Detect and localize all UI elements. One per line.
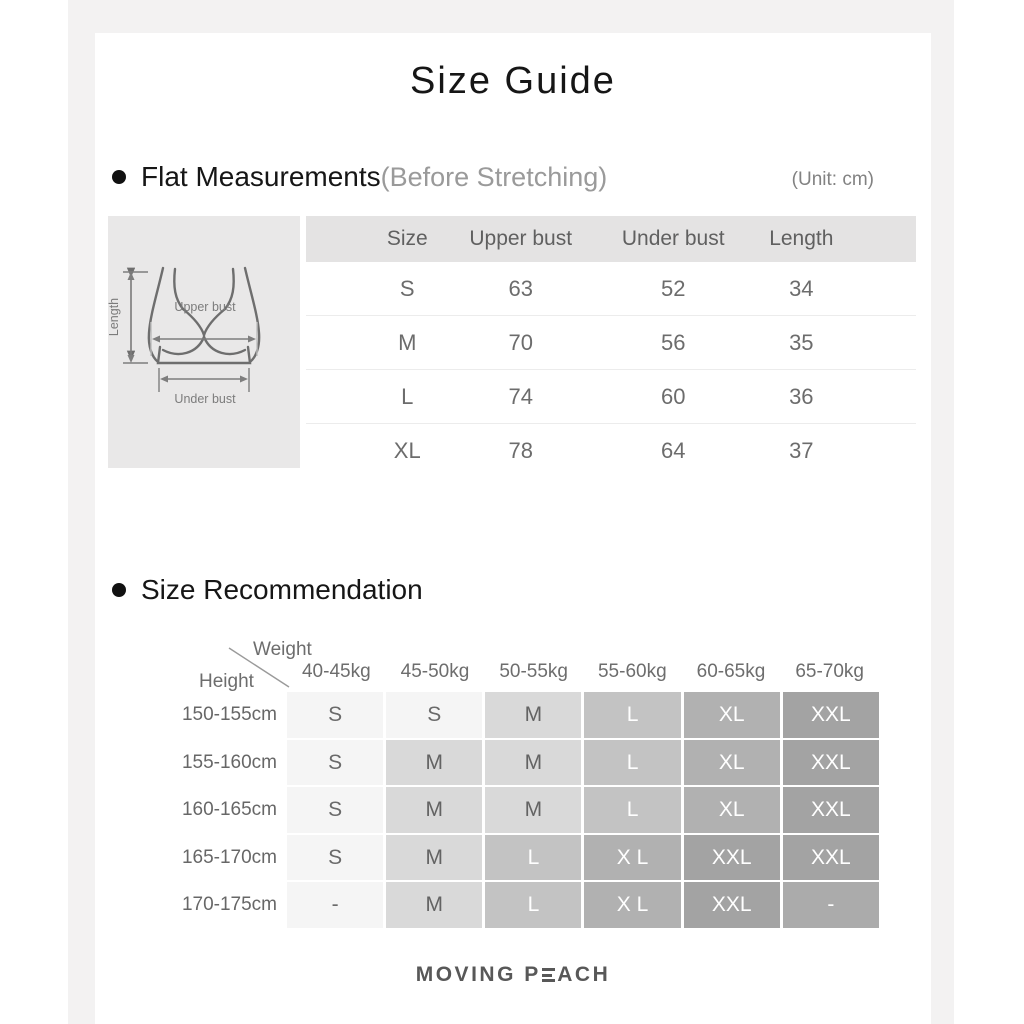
flat-measurements-title: Flat Measurements (141, 161, 381, 192)
measurement-cell: M (398, 330, 417, 355)
measurement-cell: 52 (660, 276, 686, 301)
measurement-row (306, 423, 916, 477)
size-recommendation-cell: M (485, 787, 581, 833)
measurement-table-head (306, 216, 916, 262)
measurement-column-header: Length (769, 227, 834, 250)
bullet-icon (112, 583, 126, 597)
brand-logo-part2: ACH (557, 963, 611, 986)
weight-axis-label: Weight (253, 639, 312, 660)
size-recommendation-cell: L (485, 882, 581, 928)
size-recommendation-cell: XXL (684, 835, 780, 881)
measurement-table (306, 216, 916, 477)
measurement-table-body (306, 262, 916, 477)
weight-column-label: 40-45kg (301, 661, 371, 682)
size-recommendation-cell: S (287, 692, 383, 738)
size-recommendation-cell: M (386, 835, 482, 881)
size-recommendation-cell: XL (684, 740, 780, 786)
height-row-label: 155-160cm (181, 751, 277, 773)
height-row-label: 150-155cm (181, 704, 277, 725)
bra-outline-illustration (108, 216, 300, 468)
measurement-column-header: Upper bust (469, 227, 573, 250)
size-recommendation-cell: M (386, 787, 482, 833)
size-recommendation-cell: M (386, 740, 482, 786)
page-title: Size Guide (410, 60, 616, 102)
measurement-cell: 64 (660, 438, 686, 463)
measurement-cell: 34 (789, 276, 814, 301)
size-recommendation-cell: S (287, 835, 383, 881)
size-recommendation-cell: M (485, 740, 581, 786)
length-label: Length (108, 297, 121, 337)
size-recommendation-cell: M (485, 692, 581, 738)
size-recommendation-cell: S (287, 740, 383, 786)
size-recommendation-cell: S (386, 692, 482, 738)
height-row-label: 165-170cm (181, 846, 277, 868)
measurement-cell: S (399, 276, 415, 301)
under-bust-arrow (159, 368, 249, 392)
measurement-cell: 37 (789, 438, 814, 463)
upper-bust-label: Upper bust (174, 300, 236, 314)
size-recommendation-cell: XL (684, 692, 780, 738)
size-recommendation-cell: L (584, 740, 680, 786)
bullet-icon (112, 170, 126, 184)
weight-column-label: 55-60kg (597, 661, 667, 682)
measurement-column-header: Size (386, 227, 428, 250)
height-row-label: 160-165cm (181, 799, 277, 820)
size-recommendation-cell: X L (584, 882, 680, 928)
weight-column-label: 50-55kg (499, 661, 568, 682)
weight-column-label: 65-70kg (795, 661, 864, 682)
bra-outline (149, 268, 259, 363)
measurement-cell: 74 (508, 384, 533, 409)
frame-band-top (95, 0, 931, 33)
size-recommendation-cell: XXL (783, 692, 879, 738)
weight-column-labels (287, 661, 879, 683)
measurement-cell: 78 (508, 438, 533, 463)
measurement-column-header: Under bust (621, 227, 725, 250)
height-row-labels (140, 692, 277, 930)
size-recommendation-cell: XXL (783, 787, 879, 833)
frame-band-left (68, 0, 95, 1024)
measurement-cell: 63 (508, 276, 533, 301)
size-recommendation-cell: XXL (783, 740, 879, 786)
size-recommendation-cell: - (287, 882, 383, 928)
measurement-row (306, 369, 916, 423)
measurement-cell: 56 (660, 330, 686, 355)
bra-measurement-diagram (108, 216, 300, 468)
weight-column-label: 45-50kg (400, 661, 470, 682)
size-recommendation-cell: L (584, 692, 680, 738)
measurement-cell: 60 (660, 384, 686, 409)
size-recommendation-cell: L (584, 787, 680, 833)
measurement-cell: 70 (508, 330, 533, 355)
size-recommendation-grid (287, 692, 879, 928)
brand-logo (95, 963, 931, 987)
size-recommendation-heading (112, 574, 423, 606)
flat-measurements-heading (112, 161, 607, 193)
size-recommendation-title: Size Recommendation (141, 574, 423, 605)
size-recommendation-cell: XXL (684, 882, 780, 928)
frame-band-right (931, 0, 954, 1024)
flat-measurements-subtitle: (Before Stretching) (380, 161, 608, 192)
under-bust-label: Under bust (174, 392, 236, 406)
measurement-row (306, 262, 916, 315)
size-recommendation-cell: X L (584, 835, 680, 881)
size-recommendation-cell: M (386, 882, 482, 928)
weight-column-label: 60-65kg (696, 661, 766, 682)
stylized-e-icon (542, 968, 555, 983)
length-arrow (123, 272, 148, 363)
brand-logo-part1: MOVING P (415, 963, 541, 986)
measurement-cell: XL (393, 438, 421, 463)
measurement-cell: 36 (789, 384, 814, 409)
size-recommendation-cell: - (783, 882, 879, 928)
measurement-row (306, 315, 916, 369)
size-recommendation-cell: XXL (783, 835, 879, 881)
unit-note: (Unit: cm) (791, 169, 874, 190)
size-recommendation-cell: XL (684, 787, 780, 833)
height-row-label: 170-175cm (181, 894, 277, 915)
measurement-cell: L (401, 384, 414, 409)
size-recommendation-cell: L (485, 835, 581, 881)
axis-diagonal-line (227, 646, 291, 690)
measurement-cell: 35 (789, 330, 814, 355)
size-recommendation-cell: S (287, 787, 383, 833)
height-axis-label: Height (199, 671, 254, 692)
